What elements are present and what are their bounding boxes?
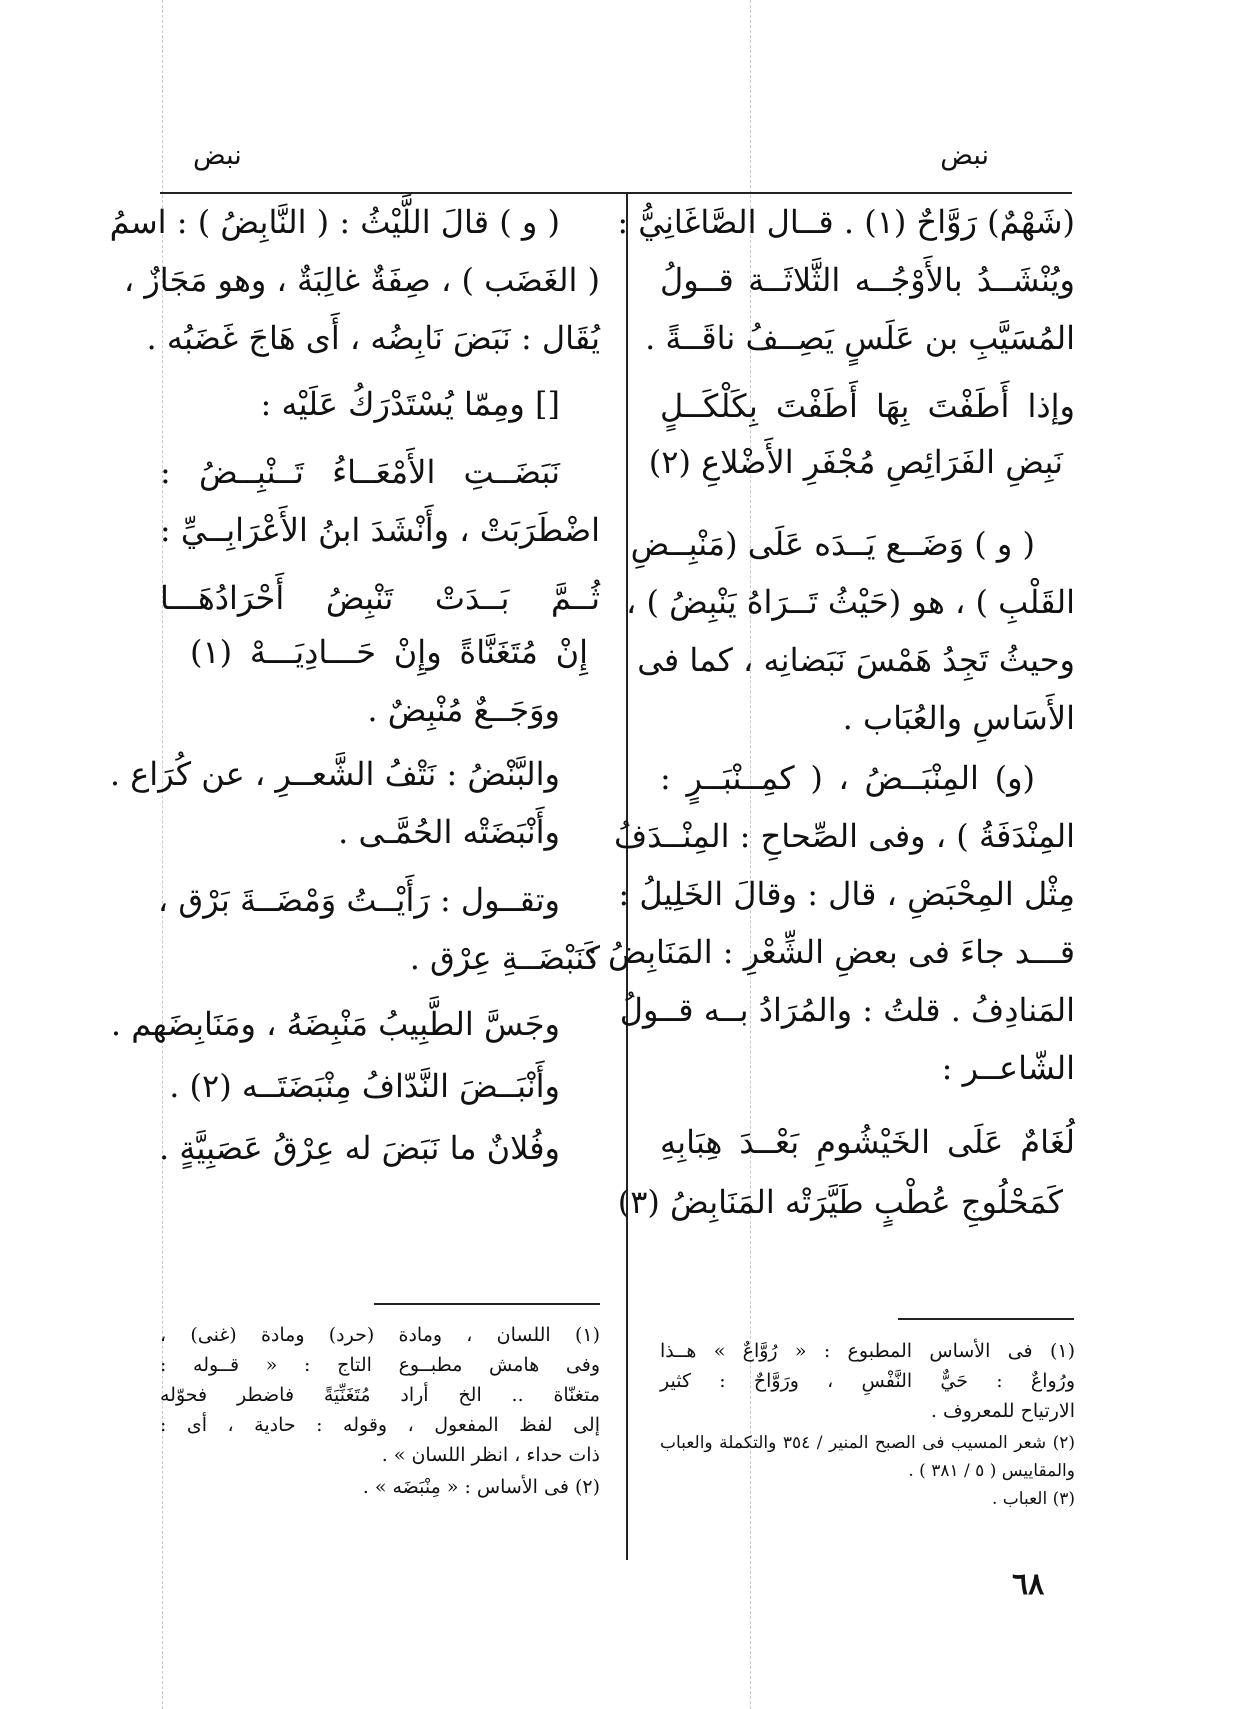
text-line: ويُنْشَــدُ بالأَوْجُــه الثَّلاثَــة قــولُ — [660, 261, 1075, 299]
footnote-line: إلى لفظ المفعول ، وقوله : حادية ، أى : — [160, 1414, 600, 1436]
text-line: وتقــول : رَأَيْــتُ وَمْضَــةَ بَرْق ، — [157, 881, 560, 919]
verse-line: وإذا أَطَفْتَ بِهَا أَطَفْتَ بِكَلْكَــلٍ — [660, 387, 1075, 425]
verse-line: نَبِضِ الفَرَائِصِ مُجْفَرِ الأَضْلاعِ (٢) — [648, 443, 1063, 481]
text-line: مِثْل المِحْبَضِ ، قال : وقالَ الخَلِيلُ : — [618, 875, 1075, 913]
footnote-line: والمقاييس ( ٥ / ٣٨١ ) . — [908, 1461, 1075, 1481]
text-line: والبَّنْضُ : نَتْفُ الشَّعــرِ ، عن كُرَاع . — [109, 755, 560, 793]
text-line: وحيثُ تَجِدُ هَمْسَ نَبَضانِه ، كما فى — [637, 641, 1075, 679]
verse-line: إِنْ مُتَغَنَّاةً وإِنْ حَـــادِيَـــهْ (١) — [190, 633, 588, 671]
footnote-line: (٣) العباب . — [991, 1489, 1075, 1509]
text-line: القَلْبِ ) ، هو (حَيْثُ تَــرَاهُ يَنْبِضُ ) ، — [626, 583, 1075, 621]
text-line: وأَنْبَضَتْه الحُمَّـى . — [338, 813, 560, 851]
text-line: المُسَيَّبِ بن عَلَسٍ يَصِــفُ ناقَــةً . — [645, 319, 1075, 357]
left-column — [109, 0, 600, 1709]
footnote-line: (٢) فى الأساس : « مِنْبَضَه » . — [362, 1476, 600, 1498]
footnote-line: متغنّاة .. الخ أراد مُتَغَنِّيَةً فاضطر فحوّله — [160, 1384, 600, 1406]
footnote-line: (١) اللسان ، ومادة (حرد) ومادة (غنى) ، — [160, 1324, 600, 1346]
footnote-rule — [898, 1318, 1074, 1320]
footnote-line: (٢) شعر المسيب فى الصبح المنير / ٣٥٤ والتكملة والعباب — [660, 1433, 1075, 1453]
footnote-line: ورُواعٌ : حَيٌّ النَّفْسِ ، ورَوَّاحٌ : كثير — [660, 1370, 1075, 1392]
text-line: ( و ) وَضَــع يَــدَه عَلَى (مَنْبِــضِ — [630, 525, 1035, 563]
footnote-line: ذات حداء ، انظر اللسان » . — [381, 1444, 600, 1466]
text-line: وفُلانٌ ما نَبَضَ له عِرْقُ عَصَبِيَّةٍ . — [159, 1129, 560, 1167]
text-line: وأَنْبَــضَ النَّدّافُ مِنْبَضَتَــه (٢) . — [169, 1067, 560, 1105]
verse-line: كَمَحْلُوجِ عُطْبٍ طَيَّرَتْه المَنَابِضُ (٣) — [617, 1183, 1063, 1221]
text-line: وجَسَّ الطَّبِيبُ مَنْبِضَهُ ، ومَنَابِضَهم . — [110, 1005, 560, 1043]
running-head-left: نبض — [193, 140, 242, 171]
page-number: ٦٨ — [1012, 1567, 1045, 1602]
running-head-right: نبض — [940, 140, 989, 171]
text-line: ( و ) قالَ اللَّيْثُ : ( النَّابِضُ ) : اسمُ — [109, 203, 560, 241]
right-column — [586, 0, 1075, 1709]
text-line: الأَسَاسِ والعُبَاب . — [842, 699, 1075, 737]
footnote-line: (١) فى الأساس المطبوع : « رُوَّاعٌ » هــذا — [660, 1340, 1075, 1362]
text-line: قـــد جاءَ فى بعضِ الشِّعْرِ : المَنَابِضُ : — [586, 933, 1075, 971]
verse-line: لُغَامٌ عَلَى الخَيْشُومِ بَعْــدَ هِبَابِهِ — [660, 1123, 1075, 1161]
footnote-line: الارتياح للمعروف . — [930, 1400, 1075, 1422]
text-line: ( الغَضَب ) ، صِفَةٌ غالِبَةٌ ، وهو مَجَازٌ ، — [123, 261, 600, 299]
text-line: (شَهْمٌ) رَوَّاحٌ (١) . قــال الصَّاغَانِيُّ : — [617, 203, 1075, 241]
text-line: (و) المِنْبَــضُ ، ( كمِــنْبَــرٍ : — [660, 759, 1035, 797]
text-line: ووَجَــعٌ مُنْبِضٌ . — [367, 691, 560, 729]
text-line: نَبَضَــتِ الأَمْعَــاءُ تَــنْبِــضُ : — [160, 453, 560, 491]
text-line: المَنادِفُ . قلتُ : والمُرَادُ بــه قــولُ — [619, 991, 1075, 1029]
text-line: المِنْدَفَةُ ) ، وفى الصِّحاحِ : المِنْــدَفُ — [613, 817, 1075, 855]
footnote-line: وفى هامش مطبــوع التاج : « قــوله : — [160, 1354, 600, 1376]
text-line: اضْطَرَبَتْ ، وأَنْشَدَ ابنُ الأَعْرَابِــيِّ : — [159, 511, 600, 549]
text-line: كَنَبْضَــةِ عِرْق . — [409, 939, 600, 977]
footnote-rule — [374, 1303, 600, 1305]
verse-line: ثُــمَّ بَــدَتْ تَنْبِضُ أَحْرَادُهَـــا — [160, 579, 600, 617]
text-line: [] ومِمّا يُسْتَدْرَكُ عَلَيْه : — [260, 385, 560, 423]
text-line: يُقَال : نَبَضَ نَابِضُه ، أَى هَاجَ غَضَبُه . — [146, 319, 600, 357]
text-line: الشّاعــر : — [941, 1049, 1075, 1087]
